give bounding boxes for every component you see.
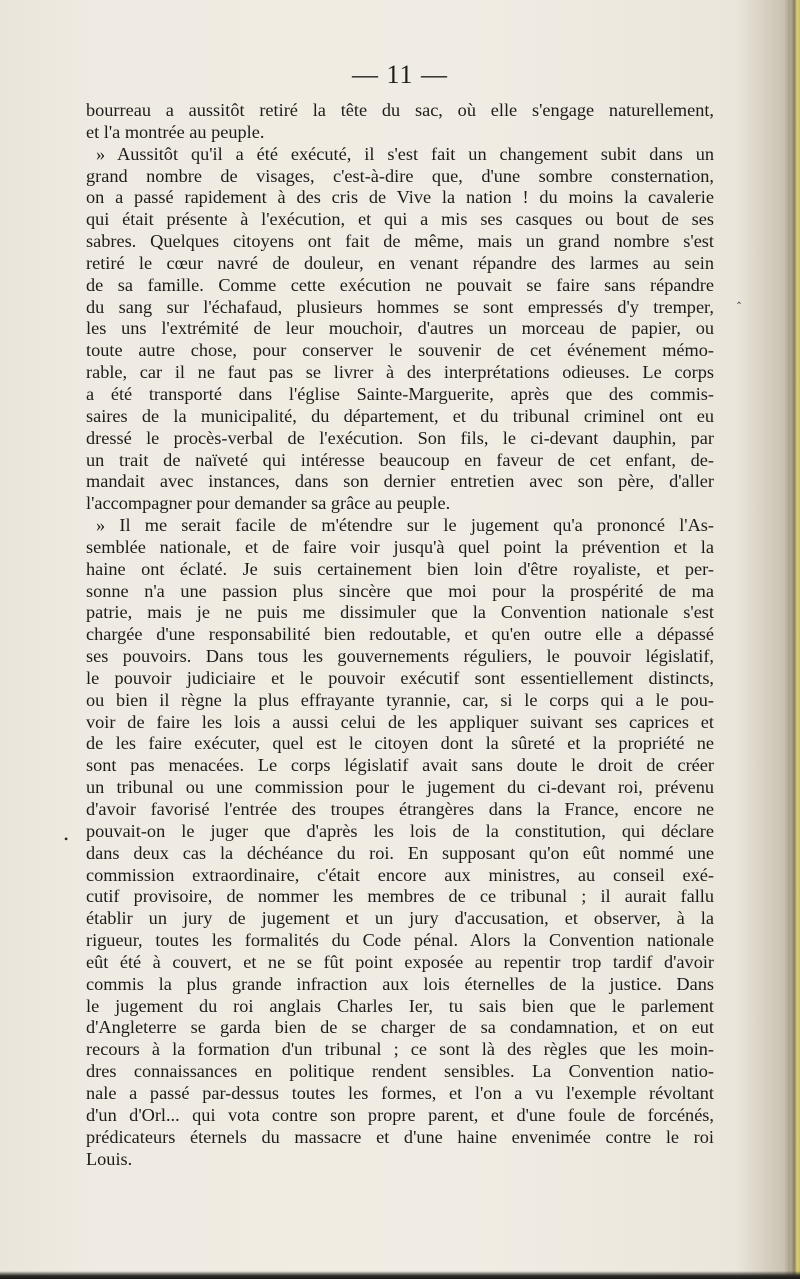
page-number: — 11 — (351, 60, 449, 89)
text-line: un trait de naïveté qui intéresse beaucoup en faveur de cet enfant, de- (86, 449, 714, 470)
text-line: eût été à couvert, et ne se fût point exposée au repentir trop tardif d'avoir (86, 951, 714, 972)
text-line: commis la plus grande infraction aux lois éternelles de la justice. Dans (86, 973, 714, 994)
page-edge (790, 0, 800, 1279)
text-line: sonne n'a une passion plus sincère que moi pour la prospérité de ma (86, 580, 714, 601)
text-line: on a passé rapidement à des cris de Vive la nation ! du moins la cavalerie (86, 187, 714, 208)
text-line: recours à la formation d'un tribunal ; ce sont là des règles que les moin- (86, 1039, 714, 1060)
text-line: voir de faire les lois a aussi celui de les appliquer suivant ses caprices et (86, 711, 714, 732)
text-line: dres connaissances en politique rendent sensibles. La Convention natio- (86, 1061, 714, 1082)
text-line: ses pouvoirs. Dans tous les gouvernements réguliers, le pouvoir législatif, (86, 646, 714, 667)
body-text (86, 100, 714, 1170)
text-line: le pouvoir judiciaire et le pouvoir exécutif sont essentiellement distincts, (86, 667, 714, 688)
text-line: d'un d'Orl... qui vota contre son propre parent, et d'une foule de forcénés, (86, 1104, 714, 1125)
text-line: les uns l'extrémité de leur mouchoir, d'autres un morceau de papier, ou (86, 318, 714, 339)
text-line: d'avoir favorisé l'entrée des troupes étrangères dans la France, encore ne (86, 799, 714, 819)
text-line: rable, car il ne faut pas se livrer à des interprétations odieuses. Le corps (86, 362, 714, 383)
text-line: établir un jury de jugement et un jury d'accusation, et observer, à la (86, 908, 714, 929)
text-line: de sa famille. Comme cette exécution ne pouvait se faire sans répandre (86, 274, 714, 295)
text-line: » Il me serait facile de m'étendre sur le jugement qu'a prononcé l'As- (96, 515, 714, 536)
text-line: haine ont éclaté. Je suis certainement bien loin d'être royaliste, et per- (86, 558, 714, 579)
text-line: ou bien il règne la plus effrayante tyrannie, car, si le corps qui a le pou- (86, 689, 714, 710)
text-line: semblée nationale, et de faire voir jusqu'à quel point la prévention et la (86, 536, 714, 557)
text-line: et l'a montrée au peuple. (86, 121, 265, 142)
text-line: l'accompagner pour demander sa grâce au peuple. (86, 493, 451, 514)
text-line: sabres. Quelques citoyens ont fait de même, mais un grand nombre s'est (86, 231, 714, 252)
text-line: sont pas menacées. Le corps législatif avait sans doute le droit de créer (86, 755, 714, 776)
page-bottom-shadow (0, 1271, 800, 1279)
text-line: Louis. (86, 1148, 133, 1169)
text-line: mandait avec instances, dans son dernier entretien avec son père, d'aller (86, 471, 714, 492)
text-line: a été transporté dans l'église Sainte-Marguerite, après que des commis- (86, 383, 714, 404)
text-line: » Aussitôt qu'il a été exécuté, il s'est fait un changement subit dans un (96, 143, 714, 164)
margin-dot: • (64, 832, 69, 846)
text-line: prédicateurs éternels du massacre et d'une haine envenimée contre le roi (86, 1126, 714, 1147)
text-line: saires de la municipalité, du département, et du tribunal criminel ont eu (86, 405, 714, 426)
text-line: cutif provisoire, de nommer les membres de ce tribunal ; il aurait fallu (86, 886, 714, 907)
text-line: toute autre chose, pour conserver le souvenir de cet événement mémo- (86, 340, 714, 361)
text-line: du sang sur l'échafaud, plusieurs hommes se sont empressés d'y tremper, (86, 296, 714, 317)
text-line: d'Angleterre se garda bien de se charger de sa condamnation, et on eut (86, 1017, 714, 1038)
text-line: rigueur, toutes les formalités du Code pénal. Alors la Convention nationale (86, 930, 714, 951)
text-line: de les faire exécuter, quel est le citoyen dont la sûreté et la propriété ne (86, 733, 714, 754)
text-line: nale a passé par-dessus toutes les formes, et l'on a vu l'exemple révoltant (86, 1082, 714, 1103)
text-line: le jugement du roi anglais Charles Ier, tu sais bien que le parlement (86, 995, 714, 1016)
text-line: retiré le cœur navré de douleur, en venant répandre des larmes au sein (86, 252, 714, 273)
text-line: pouvait-on le juger que d'après les lois de la constitution, qui déclare (86, 820, 714, 841)
text-line: bourreau a aussitôt retiré la tête du sac, où elle s'engage naturellement, (86, 100, 714, 120)
text-line: grand nombre de visages, c'est-à-dire que, d'une sombre consternation, (86, 165, 714, 186)
margin-mark: ‸ (737, 290, 742, 304)
text-line: chargée d'une responsabilité bien redoutable, et qu'en outre elle a dépassé (86, 624, 714, 645)
text-line: patrie, mais je ne puis me dissimuler que la Convention nationale s'est (86, 602, 714, 623)
text-line: un tribunal ou une commission pour le jugement du ci-devant roi, prévenu (86, 777, 714, 798)
text-line: commission extraordinaire, c'était encore aux ministres, au conseil exé- (86, 864, 714, 885)
text-line: dressé le procès-verbal de l'exécution. Son fils, le ci-devant dauphin, par (86, 427, 714, 448)
text-line: qui était présente à l'exécution, et qui a mis ses casques ou bout de ses (86, 209, 714, 230)
text-line: dans deux cas la déchéance du roi. En supposant qu'on eût nommé une (86, 842, 714, 863)
